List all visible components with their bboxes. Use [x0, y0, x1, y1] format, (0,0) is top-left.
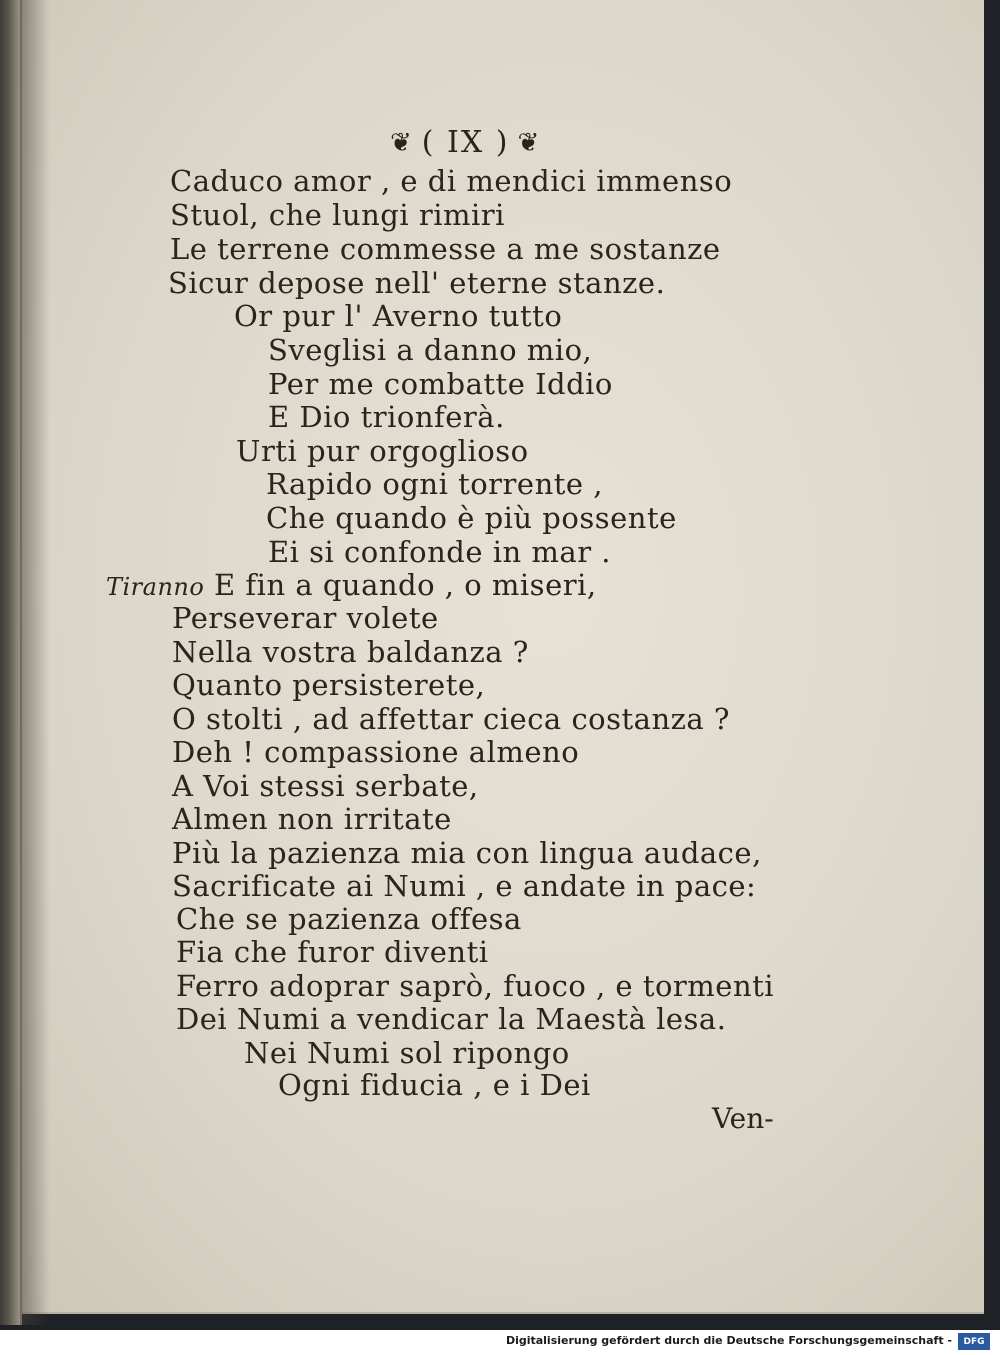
- speaker-name: Tiranno: [106, 573, 205, 601]
- verse-line: Or pur l' Averno tutto: [234, 299, 563, 333]
- verse-line: Rapido ogni torrente ,: [266, 467, 603, 501]
- verse-line-speaker: Tiranno E fin a quando , o miseri,: [106, 568, 597, 602]
- verse-line: Sacrificate ai Numi , e andate in pace:: [172, 869, 757, 903]
- verse-line: Nei Numi sol ripongo: [244, 1036, 570, 1070]
- footer-bar: [0, 1330, 1000, 1355]
- verse-line: Deh ! compassione almeno: [172, 735, 580, 769]
- verse-line: A Voi stessi serbate,: [172, 769, 479, 803]
- verse-line: Nella vostra baldanza ?: [172, 635, 529, 669]
- verse-line: Che se pazienza offesa: [176, 902, 522, 936]
- verse-line: Perseverar volete: [172, 601, 439, 635]
- book-page: [22, 0, 984, 1314]
- verse-line: Dei Numi a vendicar la Maestà lesa.: [176, 1002, 727, 1036]
- verse-line: Ogni fiducia , e i Dei: [278, 1068, 591, 1102]
- verse-line: Ei si confonde in mar .: [268, 535, 611, 569]
- catchword: Ven-: [712, 1102, 774, 1135]
- dfg-logo-icon: DFG: [958, 1333, 990, 1350]
- verse-line: Almen non irritate: [172, 802, 452, 836]
- verse-line: Le terrene commesse a me sostanze: [170, 232, 721, 266]
- verse-line: Sicur depose nell' eterne stanze.: [168, 266, 666, 300]
- page-number: ( IX ): [421, 125, 510, 160]
- verse-line: Per me combatte Iddio: [268, 367, 613, 401]
- verse-line: E Dio trionferà.: [268, 400, 505, 434]
- footer-credit: Digitalisierung gefördert durch die Deutsche Forschungsgemeinschaft -: [505, 1334, 952, 1347]
- book-edge: [0, 0, 22, 1325]
- page-number-header: [390, 125, 541, 160]
- verse-line: Che quando è più possente: [266, 501, 677, 535]
- ornament-right-icon: ❦: [517, 127, 542, 158]
- verse-line: Caduco amor , e di mendici immenso: [170, 164, 733, 198]
- verse-line: Quanto persisterete,: [172, 668, 486, 702]
- verse-line: Fia che furor diventi: [176, 935, 489, 969]
- verse-line: Ferro adoprar saprò, fuoco , e tormenti: [176, 969, 775, 1003]
- verse-line: Sveglisi a danno mio,: [268, 333, 593, 367]
- verse-line: Stuol, che lungi rimiri: [170, 198, 505, 232]
- ornament-left-icon: ❦: [390, 127, 414, 158]
- verse-line: Più la pazienza mia con lingua audace,: [172, 836, 762, 870]
- verse-line: Urti pur orgoglioso: [236, 434, 529, 468]
- verse-line: O stolti , ad affettar cieca costanza ?: [172, 702, 730, 736]
